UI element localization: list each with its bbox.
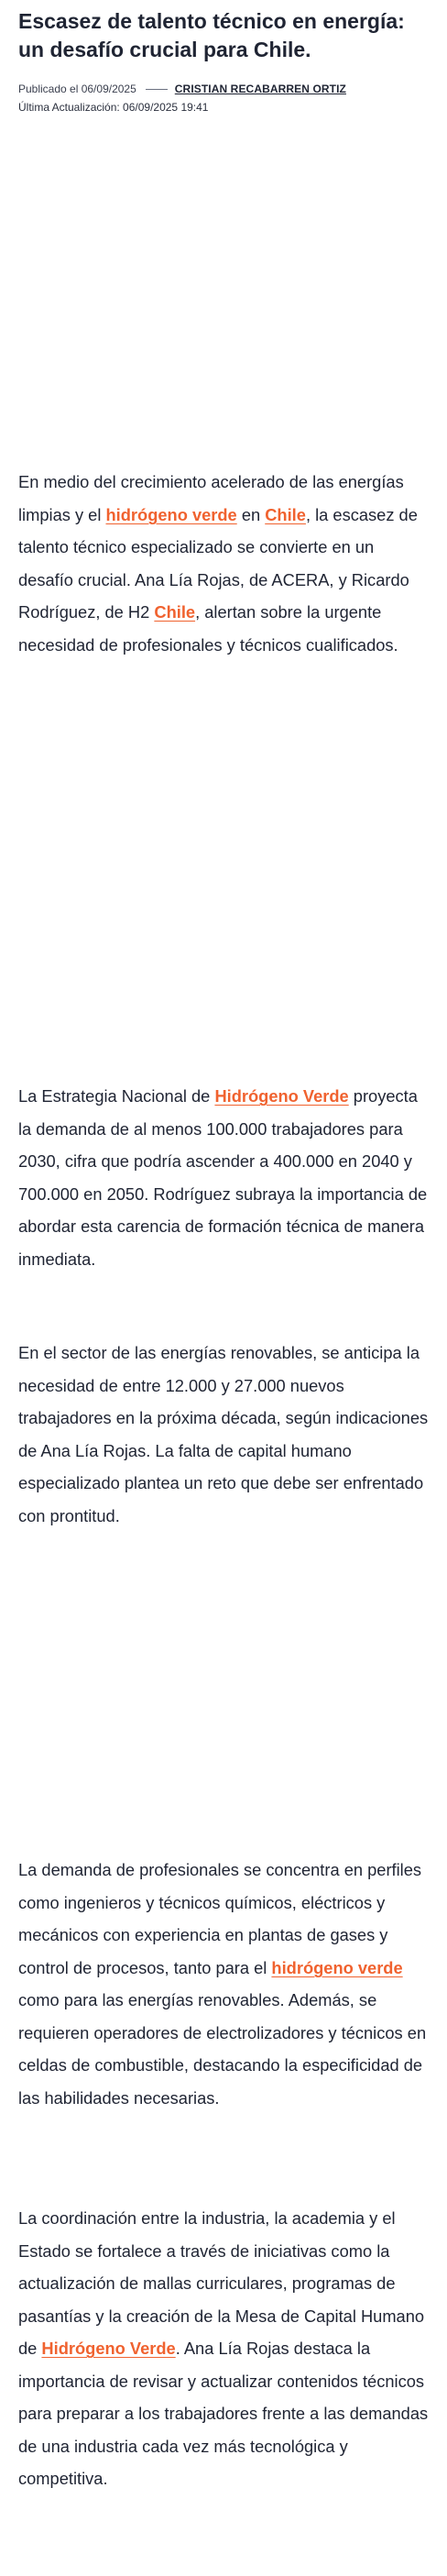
paragraph-text: . Ana Lía Rojas destaca la importancia de revisar y actualizar contenidos técnicos para preparar a los trabajadores frente a las demandas de una industria cada vez más tecnológica y competitiva. <box>18 2339 429 2488</box>
tag-link-hidrogeno-verde[interactable]: Hidrógeno Verde <box>41 2339 176 2358</box>
paragraph-3 <box>18 1337 432 1532</box>
paragraph-text: La coordinación entre la industria, la academia y el Estado se fortalece a través de iniciativas como la actualización de mallas curriculares, programas de pasantías y la creación de la Mesa de Capital Humano de <box>18 2208 425 2358</box>
tag-link-chile[interactable]: Chile <box>154 602 196 622</box>
paragraph-text: , alertan sobre la urgente necesidad de profesionales y técnicos cualificados. <box>18 602 398 655</box>
paragraph-text: En medio del crecimiento acelerado de las energías limpias y el <box>18 472 404 524</box>
byline <box>18 81 432 97</box>
paragraph-2 <box>18 1080 432 1275</box>
tag-link-hidrogeno-verde[interactable]: hidrógeno verde <box>271 1957 403 1977</box>
paragraph-5 <box>18 2202 432 2495</box>
paragraph-text: La demanda de profesionales se concentra en perfiles como ingenieros y técnicos químicos, eléctricos y mecánicos con experiencia en plantas de gases y control de procesos, tanto para el <box>18 1860 422 1977</box>
paragraph-1 <box>18 466 432 661</box>
updated-date: Última Actualización: 06/09/2025 19:41 <box>18 101 209 114</box>
tag-link-hidrogeno-verde[interactable]: hidrógeno verde <box>105 504 237 524</box>
tag-link-chile[interactable]: Chile <box>265 504 306 524</box>
paragraph-text: proyecta la demanda de al menos 100.000 trabajadores para 2030, cifra que podría ascender a 400.000 en 2040 y 700.000 en 2050. Rodríguez subraya la importancia de abordar esta carencia de formación técnica de manera inmediata. <box>18 1086 428 1269</box>
paragraph-text: como para las energías renovables. Además, se requieren operadores de electrolizadores y técnicos en celdas de combustible, destacando la especificidad de las habilidades necesarias. <box>18 1990 427 2108</box>
paragraph-text: en <box>236 504 266 524</box>
author-link[interactable]: CRISTIAN RECABARREN ORTIZ <box>174 83 346 95</box>
byline-divider <box>146 89 168 90</box>
paragraph-4 <box>18 1854 432 2114</box>
article-title: Escasez de talento técnico en energía: un desafío crucial para Chile. <box>18 9 405 61</box>
paragraph-text: , la escasez de talento técnico especializado se convierte en un desafío crucial. Ana Lía Rojas, de ACERA, y Ricardo Rodríguez, de H2 <box>18 504 418 622</box>
tag-link-hidrogeno-verde[interactable]: Hidrógeno Verde <box>214 1086 349 1106</box>
paragraph-text: En el sector de las energías renovables, se anticipa la necesidad de entre 12.000 y 27.000 nuevos trabajadores en la próxima década, según indicaciones de Ana Lía Rojas. La falta de capital humano especializado plantea un reto que debe ser enfrentado con prontitud. <box>18 1343 429 1525</box>
published-date: Publicado el 06/09/2025 <box>18 83 136 95</box>
article-meta <box>18 81 432 114</box>
paragraph-text: La Estrategia Nacional de <box>18 1086 215 1106</box>
